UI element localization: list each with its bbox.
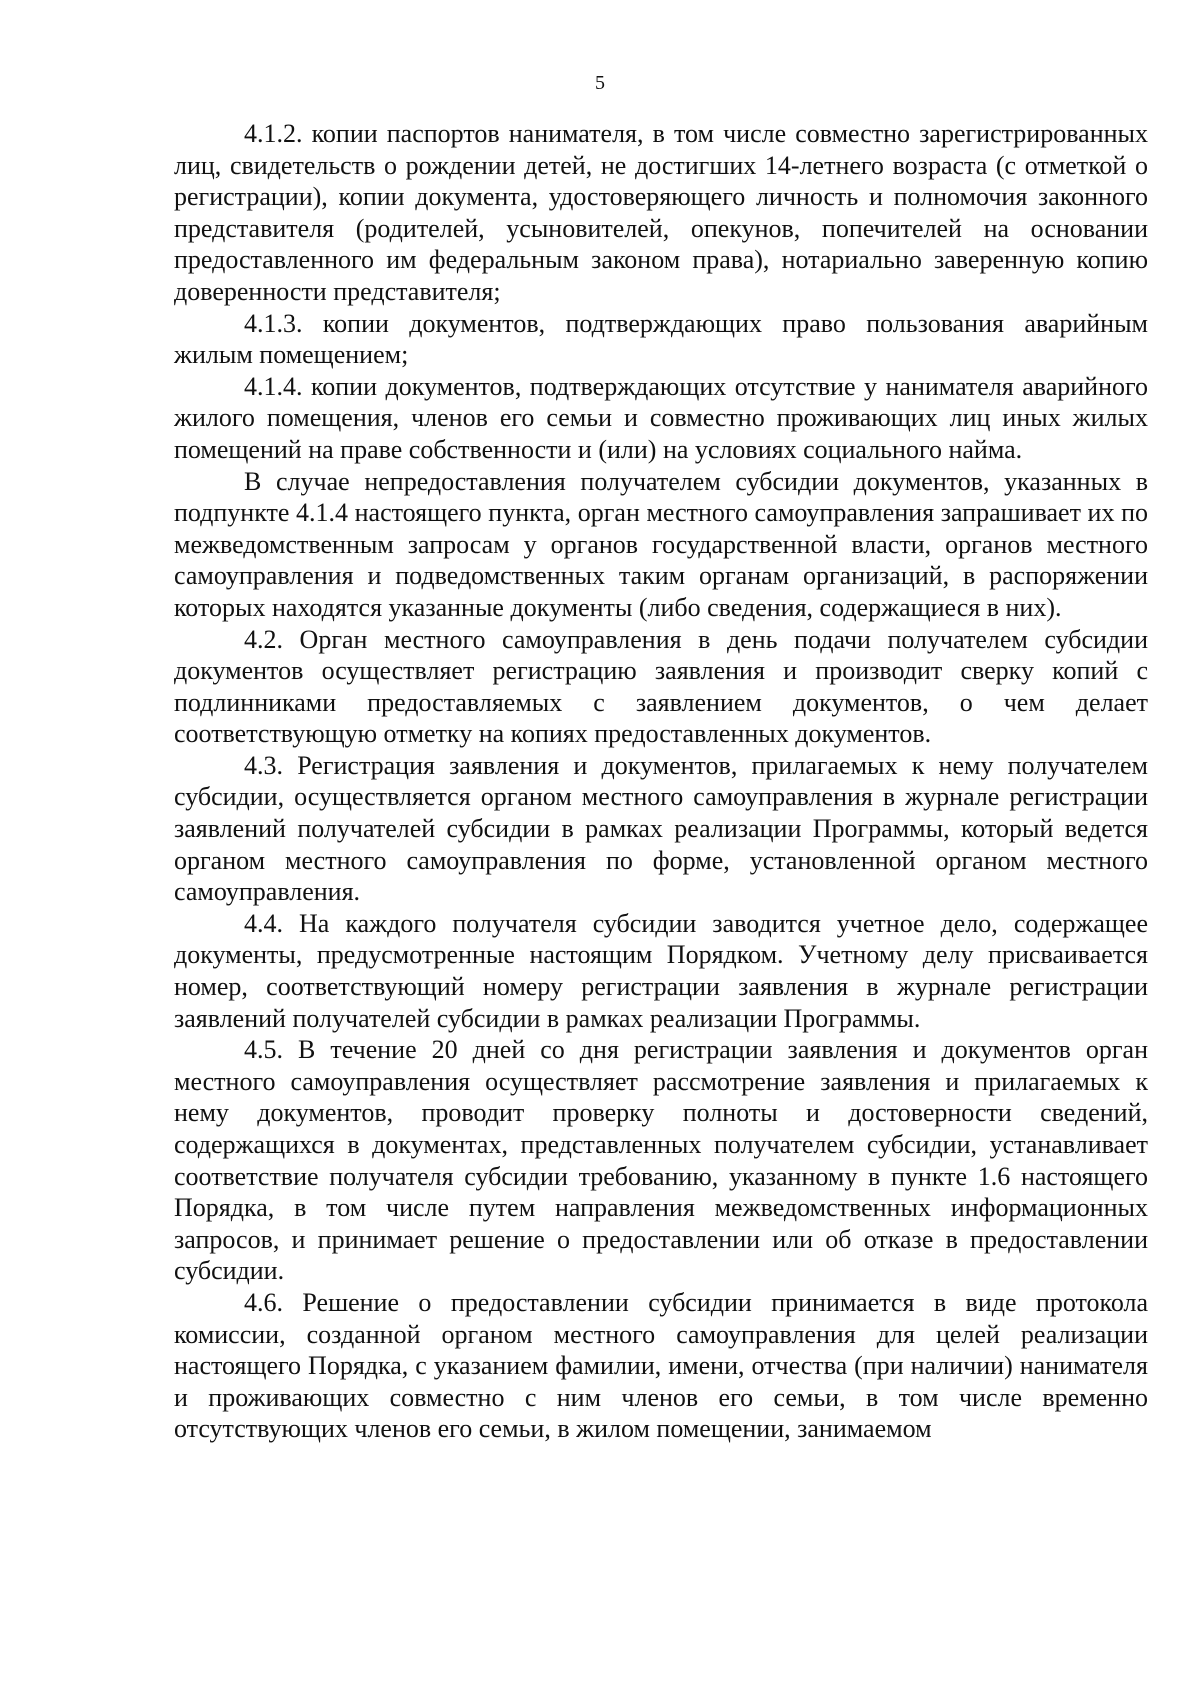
- paragraph-non-submission: В случае непредоставления получателем субсидии документов, указанных в подпункте 4.1.4 настоящего пункта, орган местного самоуправления запрашивает их по межведомственным запросам у органов государственной власти, органов местного самоуправления и подведомственных таким органам организаций, в распоряжении которых находятся указанные документы (либо сведения, содержащиеся в них).: [174, 466, 1148, 622]
- paragraph-4-1-4: 4.1.4. копии документов, подтверждающих отсутствие у нанимателя аварийного жилого помещения, членов его семьи и совместно проживающих лиц иных жилых помещений на праве собственности и (или) на условиях социального найма.: [174, 371, 1148, 464]
- paragraph-4-4: 4.4. На каждого получателя субсидии заводится учетное дело, содержащее документы, предусмотренные настоящим Порядком. Учетному делу присваивается номер, соответствующий номеру регистрации заявления в журнале регистрации заявлений получателей субсидии в рамках реализации Программы.: [174, 908, 1148, 1033]
- paragraph-4-6: 4.6. Решение о предоставлении субсидии принимается в виде протокола комиссии, созданной органом местного самоуправления для целей реализации настоящего Порядка, с указанием фамилии, имени, отчества (при наличии) нанимателя и проживающих совместно с ним членов его семьи, в том числе временно отсутствующих членов его семьи, в жилом помещении, занимаемом: [174, 1287, 1148, 1444]
- paragraph-4-3: 4.3. Регистрация заявления и документов, прилагаемых к нему получателем субсидии, осуществляется органом местного самоуправления в журнале регистрации заявлений получателей субсидии в рамках реализации Программы, который ведется органом местного самоуправления по форме, установленной органом местного самоуправления.: [174, 750, 1148, 907]
- paragraph-4-2: 4.2. Орган местного самоуправления в день подачи получателем субсидии документов осуществляет регистрацию заявления и производит сверку копий с подлинниками предоставляемых с заявлением документов, о чем делает соответствующую отметку на копиях предоставленных документов.: [174, 624, 1148, 749]
- paragraph-4-1-3: 4.1.3. копии документов, подтверждающих право пользования аварийным жилым помещением;: [174, 308, 1148, 370]
- document-body: [174, 118, 1148, 1445]
- paragraph-4-1-2: 4.1.2. копии паспортов нанимателя, в том числе совместно зарегистрированных лиц, свидетельств о рождении детей, не достигших 14-летнего возраста (с отметкой о регистрации), копии документа, удостоверяющего личность и полномочия законного представителя (родителей, усыновителей, опекунов, попечителей на основании предоставленного им федеральным законом права), нотариально заверенную копию доверенности представителя;: [174, 119, 1148, 306]
- page-number: 5: [595, 72, 605, 94]
- paragraph-4-5: 4.5. В течение 20 дней со дня регистрации заявления и документов орган местного самоуправления осуществляет рассмотрение заявления и прилагаемых к нему документов, проводит проверку полноты и достоверности сведений, содержащихся в документах, представленных получателем субсидии, устанавливает соответствие получателя субсидии требованию, указанному в пункте 1.6 настоящего Порядка, в том числе путем направления межведомственных информационных запросов, и принимает решение о предоставлении или об отказе в предоставлении субсидии.: [174, 1035, 1148, 1286]
